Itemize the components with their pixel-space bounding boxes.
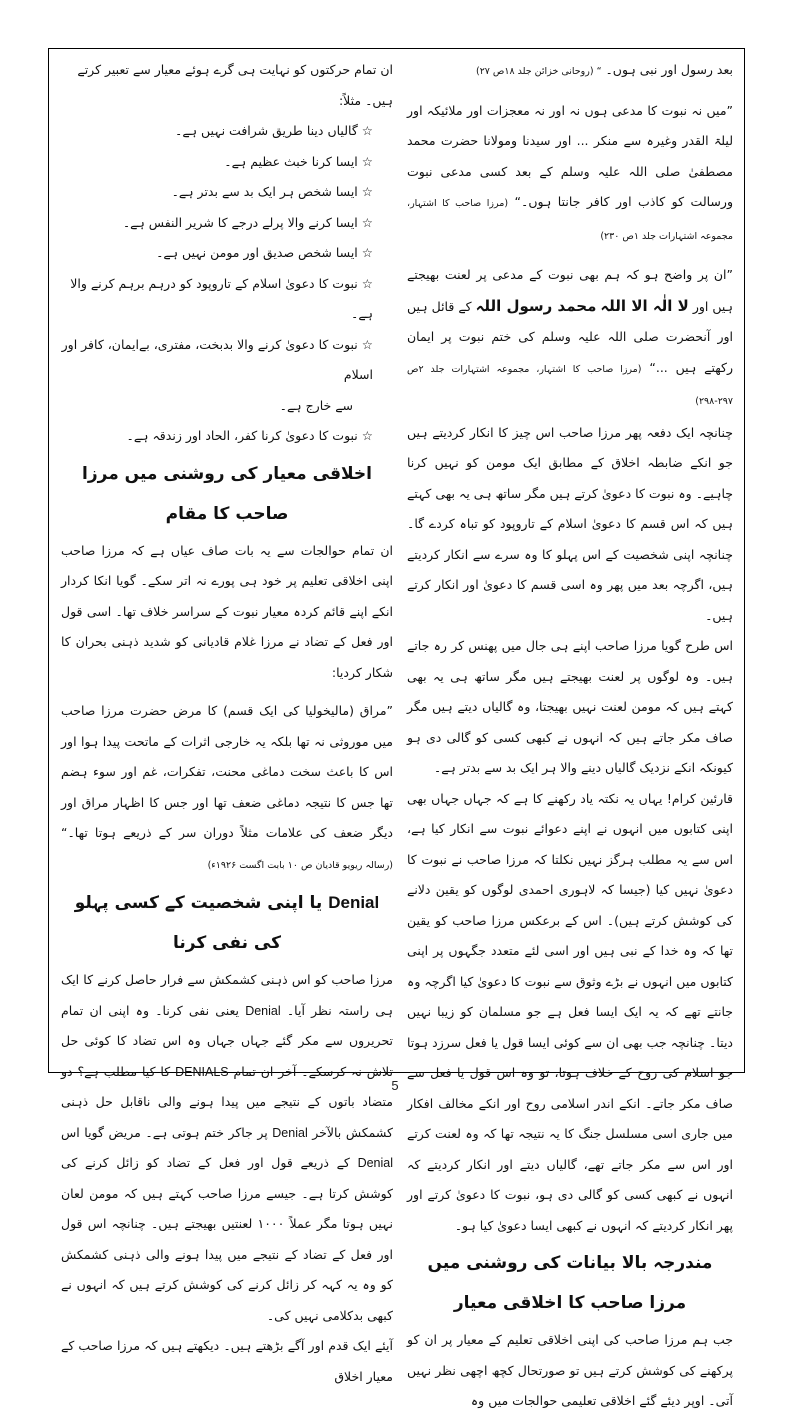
paragraph: قارئین کرام! یہاں یہ نکتہ یاد رکھنے کا ہے کہ جہاں جہاں بھی اپنی کتابوں میں انہوں نے اپنے دعوائے نبوت سے انکار کیا ہے، اس سے یہ مطلب ہرگز نہیں نکلتا کہ مرزا صاحب نے نبوت کا دعویٰ نہیں کیا (جیسا کہ لاہوری احمدی لوگوں کو یقین دلانے کی کوشش کرتے ہیں)۔ اس کے برعکس مرزا صاحب کو یقین تھا کہ وہ خدا کے نبی ہیں اور اسی لئے متعدد جگہوں پر اپنی کتابوں میں انہوں نے بڑے وثوق سے نبوت کا دعویٰ کیا اگرچہ وہ جانتے تھے کہ یہ ایک ایسا فعل ہے جو مسلمان کو زیبا نہیں دیتا۔ چنانچہ جب بھی ان سے کوئی ایسا قول یا فعل سرزد ہوتا جو اسلام کی روح کے خلاف ہوتا، تو وہ اس قول یا فعل سے صاف مکر جاتے۔ انکے اندر اسلامی روح اور انکے مخالف افکار میں جاری اسی مسلسل جنگ کا یہ نتیجہ تھا کہ وہ لعنت کرتے اور اس سے مکر جاتے تھے، گالیاں دیتے اور انکار کردیتے کہ انہوں نے کبھی کسی کو گالی دی ہو، نبوت کا دعویٰ کرتے اور پھر انکار کردیتے کہ انہوں نے کبھی ایسا دعویٰ کیا ہو۔ [407,790,733,1233]
paragraph [61,965,393,1331]
paragraph: اس طرح گویا مرزا صاحب اپنے ہی جال میں پھنس کر رہ جاتے ہیں۔ وہ لوگوں پر لعنت بھیجتے ہیں مگر ساتھ ہی یہ بھی کہتے ہیں کہ مومن لعنت نہیں بھیجتا، وہ گالیاں دیتے ہیں مگر صاف مکر جاتے ہیں کہ انہوں نے کبھی کسی کو گالی دی ہو کیونکہ انکے نزدیک گالیاں دینے والا ہر ایک بد سے بدتر ہے۔ [407,638,733,775]
quote-text: ”میں نہ نبوت کا مدعی ہوں نہ اور نہ معجزات اور ملائیکہ اور لیلۃ القدر وغیرہ سے منکر ... اور سیدنا ومولانا حضرت محمد مصطفیٰ صلی اللہ علیہ وسلم کے بعد کسی مدعی نبوت ورسالت کو کاذب اور کافر جانتا ہوں۔“ [407,102,733,209]
section-heading [61,883,393,963]
latin-term: Denial [357,1156,393,1170]
section-heading: اخلاقی معیار کی روشنی میں مرزا صاحب کا مقام [82,463,372,524]
latin-term: DENIALS [175,1064,229,1079]
latin-term: Denial [272,1125,308,1140]
list-item: ☆ نبوت کا دعویٰ اسلام کے تاروپود کو درہم برہم کرنے والا ہے۔ [61,269,373,330]
paragraph [407,55,733,88]
citation: (مرزا صاحب کا اشتہار، مجموعہ اشتہارات جلد ۱ص ۲۳۰) [407,198,733,242]
text: مرزا صاحب کو اس ذہنی کشمکش سے فرار حاصل کرنے کا ایک ہی راستہ نظر آیا۔ [61,972,393,1018]
list-item: ☆ نبوت کا دعویٰ کرنا کفر، الحاد اور زندقہ ہے۔ [61,421,373,452]
page-frame [48,48,745,1408]
heading-urdu: یا اپنی شخصیت کے کسی پہلو کی نفی کرنا [74,893,323,953]
text: کا کیا مطلب ہے؟ دو متضاد باتوں کے نتیجے میں پیدا ہونے والی ناقابل حل ذہنی کشمکش بالآخر [61,1063,393,1140]
text: کے ذریعے قول اور فعل کے تضاد کو زائل کرنے کی کوشش کرتا ہے۔ جیسے مرزا صاحب کہتے ہیں کہ مومن لعان نہیں ہوتا مگر عملاً ۱۰۰۰ لعنتیں بھیجتے ہیں۔ چنانچہ اس قول اور فعل کے تضاد کے نتیجے میں پیدا ہونے والی ذہنی کشمکش کو وہ یہ کہہ کر زائل کرنے کی کوشش کرتے ہیں کہ انہوں نے کبھی بدکلامی نہیں کی۔ [61,1155,393,1323]
citation: “ (روحانی خزائن جلد ۱۸ص ۲۷) [475,66,602,77]
paragraph: ان تمام حوالجات سے یہ بات صاف عیاں ہے کہ مرزا صاحب اپنی اخلاقی تعلیم پر خود ہی پورے نہ اتر سکے۔ گویا انکا کردار انکے اپنے قائم کردہ معیار نبوت کے سراسر خلاف تھا۔ اسی قول اور فعل کے تضاد نے مرزا غلام قادیانی کو شدید ذہنی بحران کا شکار کردیا: [61,542,393,680]
paragraph: آیئے ایک قدم اور آگے بڑھتے ہیں۔ دیکھتے ہیں کہ مرزا صاحب کے معیار اخلاق [61,1338,393,1384]
list-item: ☆ گالیاں دینا طریق شرافت نہیں ہے۔ [61,116,373,147]
kalima-text: محمد رسول اللہ [475,296,597,315]
text: بعد رسول اور نبی ہوں۔ [605,62,733,77]
list-item: ☆ ایسا کرنے والا پرلے درجے کا شریر النفس ہے۔ [61,208,373,239]
quote-block [407,96,733,253]
citation: (مرزا صاحب کا اشتہار، مجموعہ اشتہارات جلد ۲ص ۲۹۷-۲۹۸) [407,363,733,407]
quote-text: کے قائل ہیں اور آنحضرت صلی اللہ علیہ وسلم کی ختم نبوت پر ایمان رکھتے ہیں ...“ [407,298,733,375]
section-heading: مندرجہ بالا بیانات کی روشنی میں مرزا صاحب کا اخلاقی معیار [427,1253,713,1313]
list-item-continuation: سے خارج ہے۔ [279,397,353,413]
left-column [61,55,393,1392]
latin-term: Denial [245,1003,281,1018]
text: یعنی نفی کرنا۔ وہ اپنی ان تمام تحریروں سے مکر گئے جہاں جہاں وہ اس تضاد کا کوئی حل تلاش نہ کرسکے۔ آخر ان تمام [61,1002,393,1079]
citation: (رسالہ ریویو قادیان ص ۱۰ بابت اگست ۱۹۲۶ء) [207,859,393,871]
quote-text: ”ان پر واضح ہو کہ ہم بھی نبوت کے مدعی پر لعنت بھیجتے ہیں اور [407,267,733,314]
list-item: ☆ ایسا کرنا خبث عظیم ہے۔ [61,147,373,178]
quote-block [61,696,393,881]
paragraph: جب ہم مرزا صاحب کی اپنی اخلاقی تعلیم کے معیار پر ان کو پرکھنے کی کوشش کرتے ہیں تو صورتحال کچھ اچھی نظر نہیں آتی۔ اوپر دیئے گئے اخلاقی تعلیمی حوالجات میں وہ [407,1332,733,1408]
quote-text: ”مراق (مالیخولیا کی ایک قسم) کا مرض حضرت مرزا صاحب میں موروثی نہ تھا بلکہ یہ خارجی اثرات کے ماتحت پیدا ہوا اور اس کا باعث سخت دماغی محنت، تفکرات، غم اور سوء ہضم تھا جس کا نتیجہ دماغی ضعف تھا اور جس کا اظہار مراق اور دیگر ضعف کی علامات مثلاً دوران سر کے ذریعے ہوتا تھا۔“ [61,703,393,840]
bullet-list [61,116,393,452]
text: پر جاکر ختم ہوتی ہے۔ مریض گویا اس [61,1124,268,1140]
heading-latin: Denial [328,893,380,912]
page-number: 5 [391,1078,399,1093]
kalima-text: لا الٰہ الا اللہ [600,296,689,315]
right-column [407,55,733,1417]
paragraph: ان تمام حرکتوں کو نہایت ہی گرے ہوئے معیار سے تعبیر کرتے ہیں۔ مثلاً: [77,62,393,108]
list-item: ☆ نبوت کا دعویٰ کرنے والا بدبخت، مفتری، بےایمان، کافر اور اسلام [61,330,373,391]
quote-block [407,260,733,418]
list-item: ☆ ایسا شخص ہر ایک بد سے بدتر ہے۔ [61,177,373,208]
list-item: ☆ ایسا شخص صدیق اور مومن نہیں ہے۔ [61,238,373,269]
paragraph: چنانچہ ایک دفعہ پھر مرزا صاحب اس چیز کا انکار کردیتے ہیں جو انکے ضابطہ اخلاق کے مطابق ایک مومن کو نہیں کرنا چاہیے۔ وہ نبوت کا دعویٰ کرتے ہیں مگر ساتھ ہی یہ بھی کہتے ہیں کہ اس قسم کا دعویٰ اسلام کے تاروپود کو تباہ کردے گا۔ چنانچہ اپنی شخصیت کے اس پہلو کا وہ سرے سے انکار کردیتے ہیں، اگرچہ بعد میں پھر وہ اسی قسم کا دعویٰ اور انکار کرتے ہیں۔ [407,424,733,623]
